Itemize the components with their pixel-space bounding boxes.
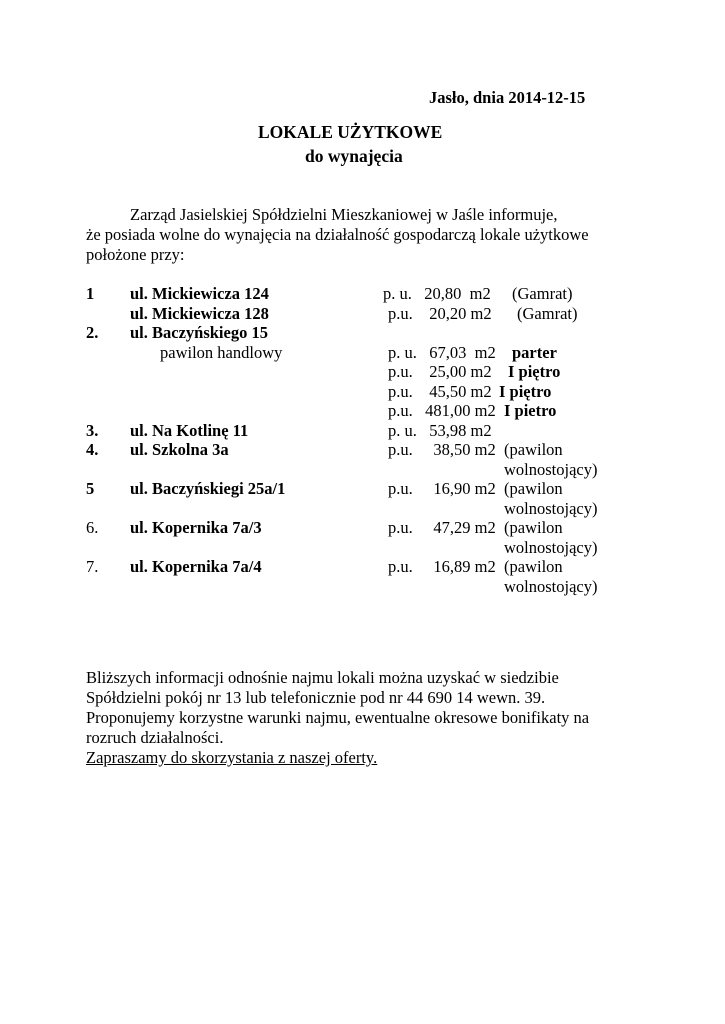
item-address: ul. Baczyńskiego 15: [130, 323, 268, 342]
intro-line: położone przy:: [86, 245, 185, 264]
item-address: ul. Kopernika 7a/4: [130, 557, 262, 576]
item-area: p.u. 16,90 m2: [388, 479, 496, 498]
intro-line: Zarząd Jasielskiej Spółdzielni Mieszkaniowej w Jaśle informuje,: [130, 205, 558, 224]
footer-line: Bliższych informacji odnośnie najmu lokali można uzyskać w siedzibie: [86, 668, 559, 687]
item-note: (pawilon: [504, 479, 563, 498]
item-note: (Gamrat): [517, 304, 578, 323]
item-area: p.u. 481,00 m2: [388, 401, 496, 420]
item-number: 1: [86, 284, 95, 303]
item-address: ul. Mickiewicza 128: [130, 304, 269, 323]
item-area: p.u. 16,89 m2: [388, 557, 496, 576]
document-subtitle: do wynajęcia: [305, 146, 403, 166]
item-number: 6.: [86, 518, 99, 537]
item-area: p.u. 45,50 m2: [388, 382, 492, 401]
item-number: 5: [86, 479, 95, 498]
item-note: I piętro: [499, 382, 552, 401]
item-note: wolnostojący): [504, 460, 598, 479]
item-note: wolnostojący): [504, 538, 598, 557]
item-number: 7.: [86, 557, 99, 576]
item-note: I piętro: [508, 362, 561, 381]
document-title: LOKALE UŻYTKOWE: [258, 122, 443, 142]
item-number: 3.: [86, 421, 99, 440]
item-address: ul. Baczyńskiegi 25a/1: [130, 479, 286, 498]
item-address: ul. Na Kotlinę 11: [130, 421, 249, 440]
item-area: p.u. 38,50 m2: [388, 440, 496, 459]
item-area: p.u. 47,29 m2: [388, 518, 496, 537]
item-number: 4.: [86, 440, 99, 459]
item-note: (Gamrat): [512, 284, 573, 303]
item-address: ul. Szkolna 3a: [130, 440, 229, 459]
item-note: (pawilon: [504, 518, 563, 537]
item-area: p.u. 20,20 m2: [388, 304, 492, 323]
item-address: ul. Kopernika 7a/3: [130, 518, 262, 537]
invitation-text: Zapraszamy do skorzystania z naszej oferty.: [86, 748, 378, 767]
intro-line: że posiada wolne do wynajęcia na działalność gospodarczą lokale użytkowe: [86, 225, 589, 244]
item-subtitle: pawilon handlowy: [160, 343, 283, 362]
item-area: p. u. 20,80 m2: [383, 284, 491, 303]
item-note: wolnostojący): [504, 499, 598, 518]
item-area: p. u. 67,03 m2: [388, 343, 496, 362]
footer-line: Proponujemy korzystne warunki najmu, ewentualne okresowe bonifikaty na: [86, 708, 590, 727]
item-note: parter: [512, 343, 557, 362]
document-date: Jasło, dnia 2014-12-15: [429, 88, 586, 107]
item-address: ul. Mickiewicza 124: [130, 284, 269, 303]
footer-line: rozruch działalności.: [86, 728, 224, 747]
footer-line: Spółdzielni pokój nr 13 lub telefonicznie pod nr 44 690 14 wewn. 39.: [86, 688, 546, 707]
item-note: I pietro: [504, 401, 557, 420]
item-note: wolnostojący): [504, 577, 598, 596]
item-note: (pawilon: [504, 440, 563, 459]
item-area: p.u. 25,00 m2: [388, 362, 492, 381]
item-number: 2.: [86, 323, 99, 342]
item-note: (pawilon: [504, 557, 563, 576]
item-area: p. u. 53,98 m2: [388, 421, 492, 440]
